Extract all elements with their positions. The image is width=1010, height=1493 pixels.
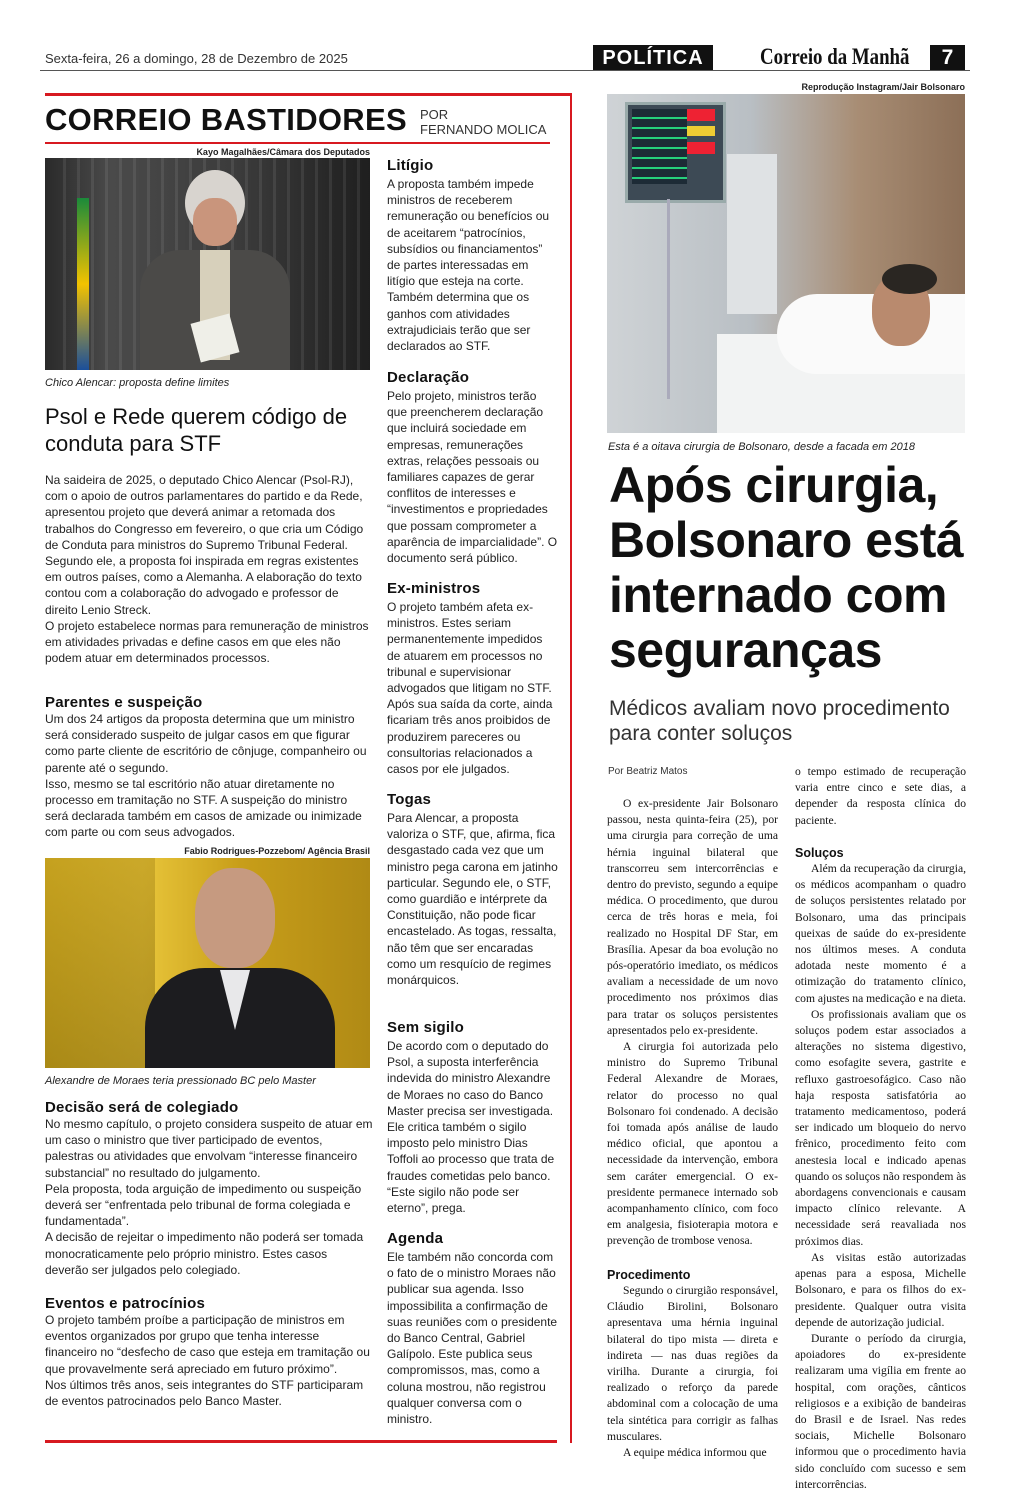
column-top-rule	[45, 93, 572, 96]
paragraph: Segundo ele, a proposta foi inspirada em regras existentes em outros países, como a Alemanha. A elaboração do texto contou com a colaboração do advogado e professor de direito Lenio Streck.	[45, 554, 362, 617]
article-headline: Após cirurgia, Bolsonaro está internado com seguranças	[609, 457, 964, 678]
paragraph: O projeto também proíbe a participação de ministros em eventos organizados por grupo que tenha interesse financeiro no “desfecho de caso que esteja em tramitação ou que provavelmente será apreciado em futuro próximo”.	[45, 1313, 370, 1376]
paragraph: Os profissionais avaliam que os soluços podem estar associados a alterações no sistema digestivo, como esofagite severa, gastrite e refluxo gastroesofágico. Caso não haja resposta satisfatória ao tratamento medicamentoso, poderá ser indicado um bloqueio do nervo frênico, procedimento feito com anestesia local e indicado apenas quando os soluços não respondem às abordagens convencionais e causam impacto clínico relevante. A necessidade será reavaliada nos próximos dias.	[795, 1007, 966, 1248]
section-parentes	[45, 694, 373, 841]
paragraph: O ex-presidente Jair Bolsonaro passou, nesta quinta-feira (25), por uma cirurgia para correção de uma hérnia inguinal bilateral que transcorreu sem intercorrências e dentro do previsto, segundo a equipe médica. O procedimento, que durou cerca de três horas e meia, foi realizado no Hospital DF Star, em Brasília. Apesar da boa evolução no pós-operatório imediato, os médicos avaliam a necessidade de um novo procedimento nos próximos dias para tratar os soluços persistentes apresentados pelo ex-presidente.	[607, 797, 778, 1037]
column-intro	[45, 472, 373, 666]
section-decisao	[45, 1099, 373, 1278]
paragraph: A cirurgia foi autorizada pelo ministro do Supremo Tribunal Federal Alexandre de Moraes, relator do processo no qual Bolsonaro foi condenado. A decisão foi tomada após análise de laudo médico oficial, que apontou a necessidade da intervenção, embora sem caráter emergencial. O ex-presidente permanece internado sob acompanhamento clínico, com foco em analgesia, fisioterapia motora e prevenção de trombose venosa.	[607, 1040, 778, 1248]
edition-date: Sexta-feira, 26 a domingo, 28 de Dezembro de 2025	[45, 51, 348, 66]
photo-hospital-bed	[607, 94, 965, 433]
section-sem-sigilo	[387, 1019, 559, 1216]
column-bottom-rule	[45, 1440, 557, 1443]
article-author: Por Beatriz Matos	[608, 766, 688, 777]
article-column-1	[607, 796, 778, 1461]
section-heading: Eventos e patrocínios	[45, 1295, 206, 1312]
paragraph: o tempo estimado de recuperação varia entre cinco e sete dias, a depender da resposta clínica do paciente.	[795, 765, 966, 827]
paragraph: Para Alencar, a proposta valoriza o STF, que, afirma, fica desgastado cada vez que um ministro pega carona em jatinho particular. Segundo ele, o STF, como guardião e intérprete da Constituição, não pode ficar encastelado. As togas, ressalta, não têm que ser encaradas como um resquício de regimes monárquicos.	[387, 811, 558, 988]
section-heading: Ex-ministros	[387, 580, 481, 597]
paragraph: Segundo o cirurgião responsável, Cláudio Birolini, Bolsonaro apresentava uma hérnia inguinal bilateral do tipo mista — direta e indireta — nas duas regiões da virilha. Durante a cirurgia, foi realizado o reforço da parede abdominal com a colocação de uma tela sintética para corrigir as falhas musculares.	[607, 1283, 778, 1443]
subheading-solucos: Soluços	[795, 845, 844, 860]
paragraph: O projeto estabelece normas para remuneração de ministros em atividades privadas e define casos em que eles não podem atuar em determinados processos.	[45, 618, 369, 666]
paragraph: Pela proposta, toda arguição de impedimento ou suspeição deverá ser “enfrentada pelo tribunal de forma colegiada e fundamentada”.	[45, 1181, 362, 1229]
paragraph: A equipe médica informou que	[623, 1445, 767, 1459]
paragraph: Durante o período da cirurgia, apoiadores do ex-presidente realizaram uma vigília em frente ao hospital, com orações, cânticos religiosos e a exibição de bandeiras do Brasil e de Israel. Nas redes sociais, Michelle Bolsonaro informou que o procedimento havia sido concluído com sucesso e sem intercorrências.	[795, 1331, 966, 1491]
column-title: CORREIO BASTIDORES	[45, 102, 407, 137]
paragraph: Pelo projeto, ministros terão que preencherem declaração que incluirá sociedade em empresas, remunerações extras, relações pessoais ou familiares capazes de gerar conflitos de interesses e “investimentos e propriedades que possam comprometer a aparência de imparcialidade”. O documento será público.	[387, 389, 558, 566]
section-heading: Sem sigilo	[387, 1019, 465, 1036]
section-agenda	[387, 1230, 559, 1427]
photo-credit: Kayo Magalhães/Câmara dos Deputados	[196, 147, 370, 157]
header-divider	[40, 70, 970, 71]
paragraph: As visitas estão autorizadas apenas para a esposa, Michelle Bolsonaro, e para os filhos do ex-presidente. Qualquer outra visita depende de autorização judicial.	[795, 1250, 966, 1329]
section-heading: Litígio	[387, 157, 434, 174]
photo-chico-alencar	[45, 158, 370, 370]
paragraph: De acordo com o deputado do Psol, a suposta interferência indevida do ministro Alexandre de Moraes no caso do Banco Master precisa ser investigada. Ele critica também o sigilo imposto pelo ministro Dias Toffoli ao processo que trata de fraudes cometidas pelo banco. “Este sigilo não pode ser eterno”, prega.	[387, 1039, 555, 1216]
byline-name: FERNANDO MOLICA	[420, 122, 547, 137]
masthead-logo: Correio da Manhã	[760, 44, 910, 69]
paragraph: Na saideira de 2025, o deputado Chico Alencar (Psol-RJ), com o apoio de outros parlamentares do partido e da Rede, apresentou projeto que deverá animar a retomada dos trabalhos do Congresso em fevereiro, o que cria um Código de Conduta para ministros do Supremo Tribunal Federal.	[45, 473, 364, 552]
section-heading: Decisão será de colegiado	[45, 1099, 239, 1116]
column-byline	[420, 107, 546, 137]
paragraph: Além da recuperação da cirurgia, os médicos acompanham o quadro de soluços persistentes relatado por Bolsonaro, uma das principais queixas de saúde do ex-presidente nos últimos meses. A conduta adotada neste momento é a otimização do tratamento clínico, com ajustes na medicação e na dieta.	[795, 862, 966, 1005]
section-heading: Agenda	[387, 1230, 444, 1247]
paragraph: O projeto também afeta ex-ministros. Estes seriam permanentemente impedidos de atuarem em processos no tribunal e supervisionar advogados que litigam no STF. Após sua saída da corte, ainda ficariam três anos proibidos de produzirem pareceres ou consultorias relacionados a casos por ele julgados.	[387, 600, 553, 777]
page-number: 7	[930, 45, 965, 70]
section-declaracao	[387, 369, 559, 566]
section-heading: Declaração	[387, 369, 470, 386]
photo-credit: Fabio Rodrigues-Pozzebom/ Agência Brasil	[184, 846, 370, 856]
paragraph: Um dos 24 artigos da proposta determina que um ministro será considerado suspeito de julgar casos em que figurar como parte cliente de escritório de cônjuge, companheiro ou parente até o segundo.	[45, 712, 367, 775]
subheading-procedimento: Procedimento	[607, 1267, 691, 1282]
column-headline: Psol e Rede querem código de conduta para STF	[45, 404, 348, 456]
section-heading: Togas	[387, 791, 432, 808]
photo-caption: Esta é a oitava cirurgia de Bolsonaro, desde a facada em 2018	[608, 441, 915, 453]
article-subheadline: Médicos avaliam novo procedimento para conter soluços	[609, 697, 950, 745]
paragraph: A decisão de rejeitar o impedimento não poderá ser tomada monocraticamente pelo próprio ministro. Estes casos deverão ser julgados pelo colegiado.	[45, 1230, 364, 1277]
section-eventos	[45, 1295, 373, 1409]
section-litigio	[387, 157, 559, 354]
section-heading: Parentes e suspeição	[45, 694, 203, 711]
paragraph: Nos últimos três anos, seis integrantes do STF participaram de eventos patrocinados pelo Banco Master.	[45, 1377, 364, 1409]
section-togas	[387, 791, 559, 988]
column-side-rule	[570, 93, 572, 1443]
paragraph: Ele também não concorda com o fato de o ministro Moraes não publicar sua agenda. Isso impossibilita a confirmação de suas reuniões com o presidente do Banco Central, Gabriel Galípolo. Este publica seus compromissos, mas, como a coluna mostrou, não registrou qualquer conversa com o ministro.	[387, 1250, 558, 1427]
photo-caption: Alexandre de Moraes teria pressionado BC pelo Master	[45, 1075, 316, 1087]
section-ex-ministros	[387, 580, 559, 777]
photo-credit: Reprodução Instagram/Jair Bolsonaro	[801, 82, 965, 92]
paragraph: Isso, mesmo se tal escritório não atuar diretamente no processo em tramitação no STF. A suspeição do ministro será declarada também em casos de amizade ou inimizade com parte ou com seus advogados.	[45, 776, 362, 840]
column-title-rule	[45, 142, 550, 144]
paragraph: A proposta também impede ministros de receberem remuneração ou benefícios ou de aceitarem “patrocínios, subsídios ou financiamentos” de partes interessadas em litígio que esteja na corte. Também determina que os ganhos com atividades extrajudiciais terão que ser declarados ao STF.	[387, 177, 550, 354]
paragraph: No mesmo capítulo, o projeto considera suspeito de atuar em um caso o ministro que tiver participado de eventos, palestras ou atividades que envolvam “interesse financeiro substancial” no resultado do julgamento.	[45, 1117, 373, 1180]
photo-caption: Chico Alencar: proposta define limites	[45, 377, 230, 389]
photo-alexandre-de-moraes	[45, 858, 370, 1068]
byline-prefix: POR	[420, 107, 449, 122]
section-label: POLÍTICA	[593, 45, 713, 70]
article-column-2	[795, 764, 966, 1493]
